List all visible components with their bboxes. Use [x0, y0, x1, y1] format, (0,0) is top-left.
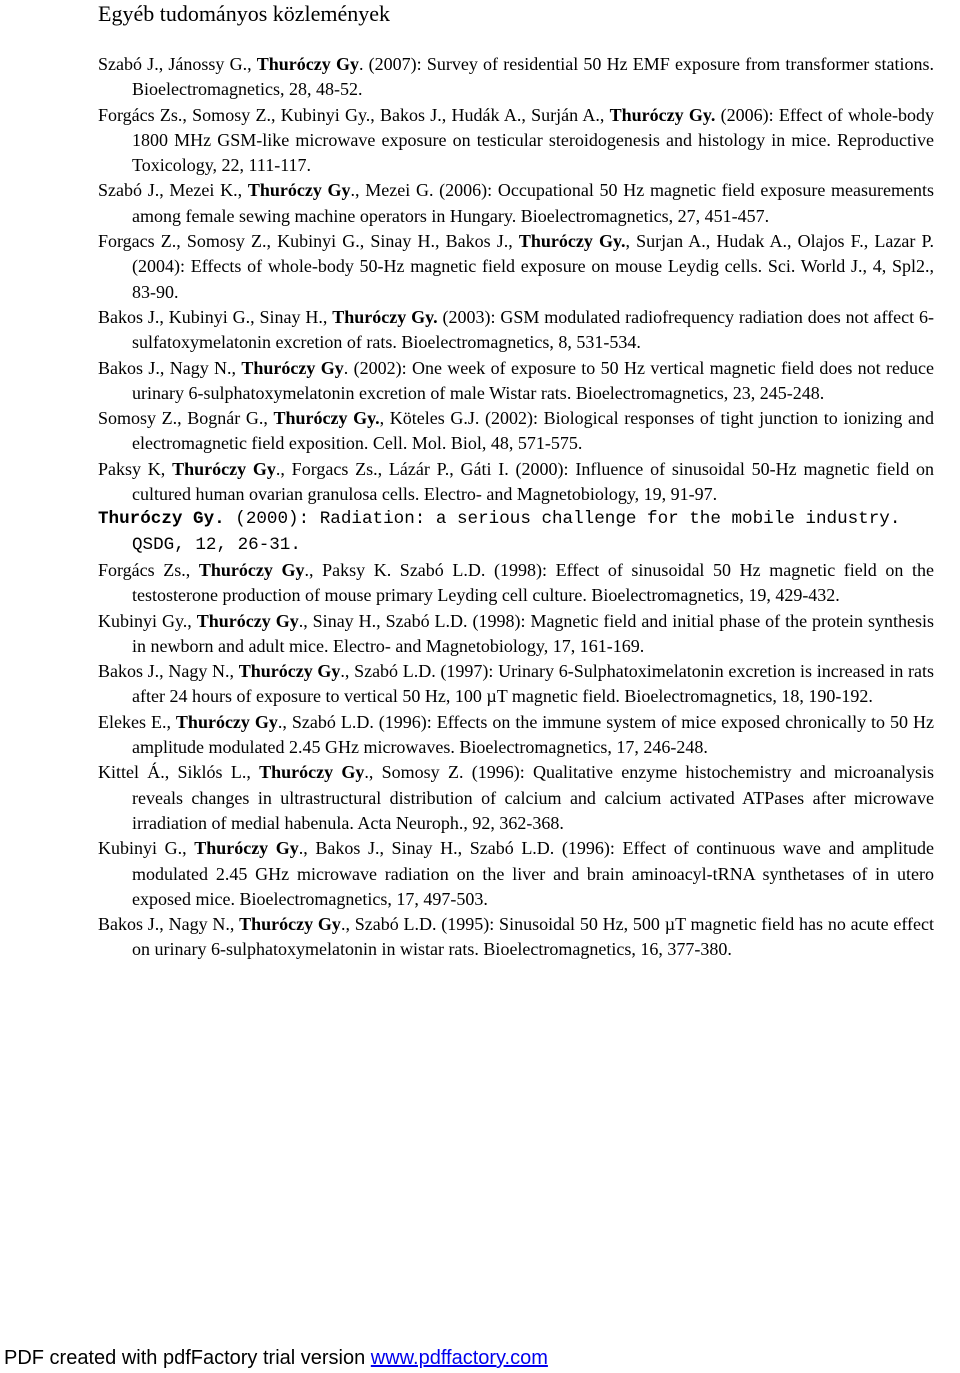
reference-entry	[98, 912, 934, 963]
reference-highlighted-author: Thuróczy Gy	[194, 838, 299, 859]
pdf-footer	[4, 1347, 548, 1370]
reference-details: (2003): GSM modulated radiofrequency radiation does not affect 6-sulfatoxymelatonin excretion of rats. Bioelectromagnetics, 8, 531-534.	[132, 306, 934, 353]
reference-highlighted-author: Thuróczy Gy.	[332, 306, 438, 327]
reference-details: , Köteles G.J. (2002): Biological responses of tight junction to ionizing and electromagnetic field exposition. Cell. Mol. Biol, 48, 571-575.	[132, 408, 934, 454]
reference-details: , Surjan A., Hudak A., Olajos F., Lazar P. (2004): Effects of whole-body 50-Hz magnetic field exposure on mouse Leydig cells. Sci. World J., 4, Spl2., 83-90.	[132, 231, 934, 302]
reference-highlighted-author: Thuróczy Gy	[198, 559, 305, 580]
reference-highlighted-author: Thuróczy Gy.	[518, 231, 626, 252]
reference-entry	[98, 52, 934, 103]
reference-entry	[98, 178, 934, 229]
reference-highlighted-author: Thuróczy Gy.	[609, 104, 716, 125]
reference-highlighted-author: Thuróczy Gy.	[273, 408, 380, 429]
reference-authors: Kittel Á., Siklós L.,	[98, 762, 260, 783]
reference-details: ., Szabó L.D. (1996): Effects on the immune system of mice exposed chronically to 50 Hz amplitude modulated 2.45 GHz microwaves. Bioelectromagnetics, 17, 246-248.	[132, 711, 934, 758]
reference-entry	[98, 836, 934, 912]
reference-details: ., Forgacs Zs., Lázár P., Gáti I. (2000): Influence of sinusoidal 50-Hz magnetic field on cultured human ovarian granulosa cells. Electro- and Magnetobiology, 19, 91-97.	[132, 458, 934, 505]
reference-details: ., Paksy K. Szabó L.D. (1998): Effect of sinusoidal 50 Hz magnetic field on the testosterone production of mouse primary Leyding cell culture. Bioelectromagnetics, 19, 429-432.	[132, 559, 934, 606]
reference-entry	[98, 609, 934, 660]
reference-authors: Bakos J., Nagy N.,	[98, 661, 239, 682]
reference-authors: Forgacs Z., Somosy Z., Kubinyi G., Sinay H., Bakos J.,	[98, 231, 519, 252]
reference-authors: Bakos J., Kubinyi G., Sinay H.,	[98, 306, 333, 327]
reference-list	[98, 52, 934, 963]
reference-details: ., Szabó L.D. (1997): Urinary 6-Sulphatoximelatonin excretion is increased in rats after 24 hours of exposure to vertical 50 Hz, 100 µT magnetic field. Bioelectromagnetics, 18, 190-192.	[132, 661, 934, 707]
reference-authors: Elekes E.,	[98, 711, 176, 732]
reference-authors: Forgács Zs.,	[98, 559, 199, 580]
reference-entry	[98, 356, 934, 407]
reference-details: ., Mezei G. (2006): Occupational 50 Hz magnetic field exposure measurements among female sewing machine operators in Hungary. Bioelectromagnetics, 27, 451-457.	[132, 180, 934, 226]
reference-entry	[98, 305, 934, 356]
reference-authors: Bakos J., Nagy N.,	[98, 914, 240, 935]
reference-highlighted-author: Thuróczy Gy	[238, 661, 341, 682]
reference-highlighted-author: Thuróczy Gy	[172, 458, 276, 479]
reference-authors: Szabó J., Jánossy G.,	[98, 54, 257, 74]
reference-authors: Kubinyi Gy.,	[98, 610, 197, 631]
reference-highlighted-author: Thuróczy Gy	[239, 914, 341, 935]
reference-entry	[98, 710, 934, 761]
reference-highlighted-author: Thuróczy Gy.	[98, 509, 225, 530]
reference-highlighted-author: Thuróczy Gy	[259, 762, 365, 783]
reference-entry	[98, 457, 934, 508]
reference-highlighted-author: Thuróczy Gy	[196, 610, 299, 631]
footer-text: PDF created with pdfFactory trial version	[4, 1347, 371, 1369]
reference-highlighted-author: Thuróczy Gy	[175, 711, 278, 732]
reference-entry	[98, 659, 934, 710]
reference-details: ., Szabó L.D. (1995): Sinusoidal 50 Hz, 500 µT magnetic field has no acute effect on urinary 6-sulphatoxymelatonin in wistar rats. Bioelectromagnetics, 16, 377-380.	[132, 914, 935, 960]
reference-highlighted-author: Thuróczy Gy	[247, 180, 351, 201]
reference-authors: Kubinyi G.,	[98, 838, 195, 859]
reference-details: ., Sinay H., Szabó L.D. (1998): Magnetic field and initial phase of the protein synthesis in newborn and adult mice. Electro- and Magnetobiology, 17, 161-169.	[132, 610, 935, 656]
reference-authors: Somosy Z., Bognár G.,	[98, 408, 274, 429]
document-page	[98, 0, 934, 963]
reference-entry	[98, 229, 934, 305]
reference-details: (2006): Effect of whole-body 1800 MHz GSM-like microwave exposure on testicular steroidogenesis and histology in mice. Reproductive Toxicology, 22, 111-117.	[132, 104, 934, 176]
reference-authors: Paksy K,	[98, 458, 173, 479]
footer-link[interactable]: www.pdffactory.com	[370, 1347, 548, 1369]
reference-details: ., Bakos J., Sinay H., Szabó L.D. (1996): Effect of continuous wave and amplitude modulated 2.45 GHz microwave radiation on the liver and brain aminoacyl-tRNA synthetases of in utero exposed mice. Bioelectromagnetics, 17, 497-503.	[132, 838, 935, 909]
reference-authors: Szabó J., Mezei K.,	[98, 180, 248, 201]
reference-details: (2000): Radiation: a serious challenge for the mobile industry. QSDG, 12, 26-31.	[132, 509, 901, 555]
reference-highlighted-author: Thuróczy Gy	[241, 357, 344, 378]
reference-details: . (2007): Survey of residential 50 Hz EMF exposure from transformer stations. Bioelectromagnetics, 28, 48-52.	[132, 54, 934, 100]
reference-authors: Forgács Zs., Somosy Z., Kubinyi Gy., Bakos J., Hudák A., Surján A.,	[98, 104, 610, 125]
reference-entry	[98, 507, 934, 558]
reference-details: ., Somosy Z. (1996): Qualitative enzyme histochemistry and microanalysis reveals changes in ultrastructural distribution of calcium and calcium activated ATPases after microwave irradiation of medial habenula. Acta Neuroph., 92, 362-368.	[132, 762, 934, 833]
reference-entry	[98, 760, 934, 836]
reference-highlighted-author: Thuróczy Gy	[256, 54, 359, 74]
reference-entry	[98, 103, 934, 179]
reference-authors: Bakos J., Nagy N.,	[98, 357, 242, 378]
reference-entry	[98, 558, 934, 609]
section-heading: Egyéb tudományos közlemények	[98, 1, 391, 26]
reference-entry	[98, 406, 934, 457]
reference-details: . (2002): One week of exposure to 50 Hz vertical magnetic field does not reduce urinary 6-sulphatoxymelatonin excretion of male Wistar rats. Bioelectromagnetics, 23, 245-248.	[132, 357, 934, 403]
